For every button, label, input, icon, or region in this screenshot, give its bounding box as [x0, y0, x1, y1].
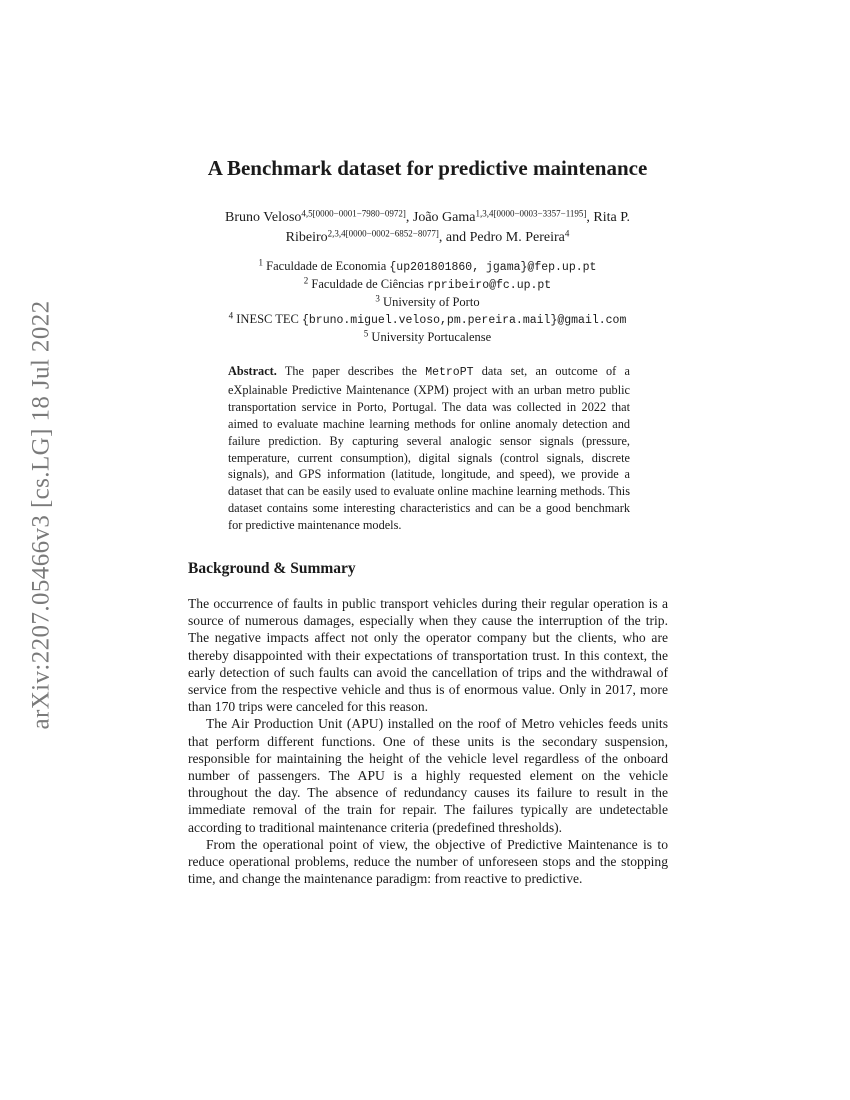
- author-affiliation-marker: 2,3,4[0000−0002−6852−8077]: [327, 228, 439, 239]
- affiliation-name: University Portucalense: [368, 330, 492, 344]
- paper-title: A Benchmark dataset for predictive maintenance: [207, 156, 648, 180]
- body-paragraph: The occurrence of faults in public transport vehicles during their regular operation is a source of numerous damages, especially when they cause the interruption of the trip. The negative impacts affect not only the operator company but the clients, who are thereby disappointed with their expectations of transportation trust. In this context, the early detection of such faults can avoid the cancellation of trips and the withdrawal of service from the respective vehicle and thus is of enormous value. Only in 2017, more than 170 trips were canceled for this reason.: [188, 596, 668, 715]
- author-affiliation-marker: 4: [564, 228, 570, 239]
- affiliation-name: INESC TEC: [233, 312, 302, 326]
- affiliation-email: {bruno.miguel.veloso,pm.pereira.mail}@gmail.com: [302, 314, 627, 327]
- dataset-name: MetroPT: [425, 366, 474, 379]
- affiliation-line: [170, 311, 685, 329]
- body-paragraph: The Air Production Unit (APU) installed on the roof of Metro vehicles feeds units that perform different functions. One of these units is the secondary suspension, responsible for maintaining the height of the vehicle level regardless of the onboard number of passengers. The APU is a highly requested element on the vehicle throughout the day. The absence of redundancy causes its failure to result in the immediate removal of the train for repair. The failures typically are undetectable according to traditional maintenance criteria (predefined thresholds).: [188, 716, 668, 835]
- affiliation-line: [170, 276, 685, 294]
- section-heading: Background & Summary: [188, 560, 356, 577]
- author-separator: ,: [405, 210, 413, 225]
- abstract-text: data set, an outcome of a eXplainable Predictive Maintenance (XPM) project with an urban metro public transportation service in Porto, Portugal. The data was collected in 2022 that aimed to evaluate machine learning methods for online anomaly detection and failure prediction. By capturing several analogic sensor signals (pressure, temperature, current consumption), digital signals (control signals, discrete signals), and GPS information (latitude, longitude, and speed), we provide a dataset that can be easily used to evaluate online machine learning methods. This dataset contains some interesting characteristics and can be a good benchmark for predictive maintenance models.: [228, 364, 630, 533]
- affiliation-line: [170, 329, 685, 346]
- arxiv-identifier: [18, 300, 66, 730]
- affiliation-line: [170, 258, 685, 276]
- affiliation-number: 1: [258, 257, 264, 268]
- author-name: Bruno Veloso: [225, 210, 302, 225]
- affiliation-email: {up201801860, jgama}@fep.up.pt: [389, 261, 597, 274]
- affiliation-name: University of Porto: [379, 295, 480, 309]
- affiliation-number: 5: [363, 328, 369, 339]
- affiliation-number: 3: [375, 293, 380, 304]
- author-separator: ,: [586, 210, 594, 225]
- author-separator: , and: [438, 230, 470, 245]
- author-affiliation-marker: 1,3,4[0000−0003−3357−1195]: [475, 208, 587, 219]
- abstract-block: [228, 363, 630, 534]
- abstract-text: The paper describes the: [276, 364, 426, 378]
- author-list: [180, 208, 675, 248]
- author-name: João Gama: [412, 210, 476, 225]
- author-affiliation-marker: 4,5[0000−0001−7980−0972]: [301, 208, 406, 219]
- affiliation-email: rpribeiro@fc.up.pt: [426, 279, 552, 292]
- body-paragraph: From the operational point of view, the objective of Predictive Maintenance is to reduce operational problems, reduce the number of unforeseen stops and the stopping time, and change the maintenance paradigm: from reactive to predictive.: [188, 836, 668, 887]
- arxiv-identifier-text: arXiv:2207.05466v3 [cs.LG] 18 Jul 2022: [28, 300, 56, 730]
- affiliation-line: [170, 294, 685, 311]
- author-name: Pedro M. Pereira: [469, 230, 565, 245]
- author-name: Rita P. Ribeiro: [285, 210, 630, 245]
- affiliation-name: Faculdade de Economia: [263, 259, 390, 273]
- affiliation-number: 2: [303, 275, 309, 286]
- section-body: [188, 595, 668, 887]
- affiliation-list: [170, 258, 685, 346]
- abstract-label: Abstract.: [228, 364, 277, 378]
- affiliation-name: Faculdade de Ciências: [308, 277, 427, 291]
- affiliation-number: 4: [228, 310, 234, 321]
